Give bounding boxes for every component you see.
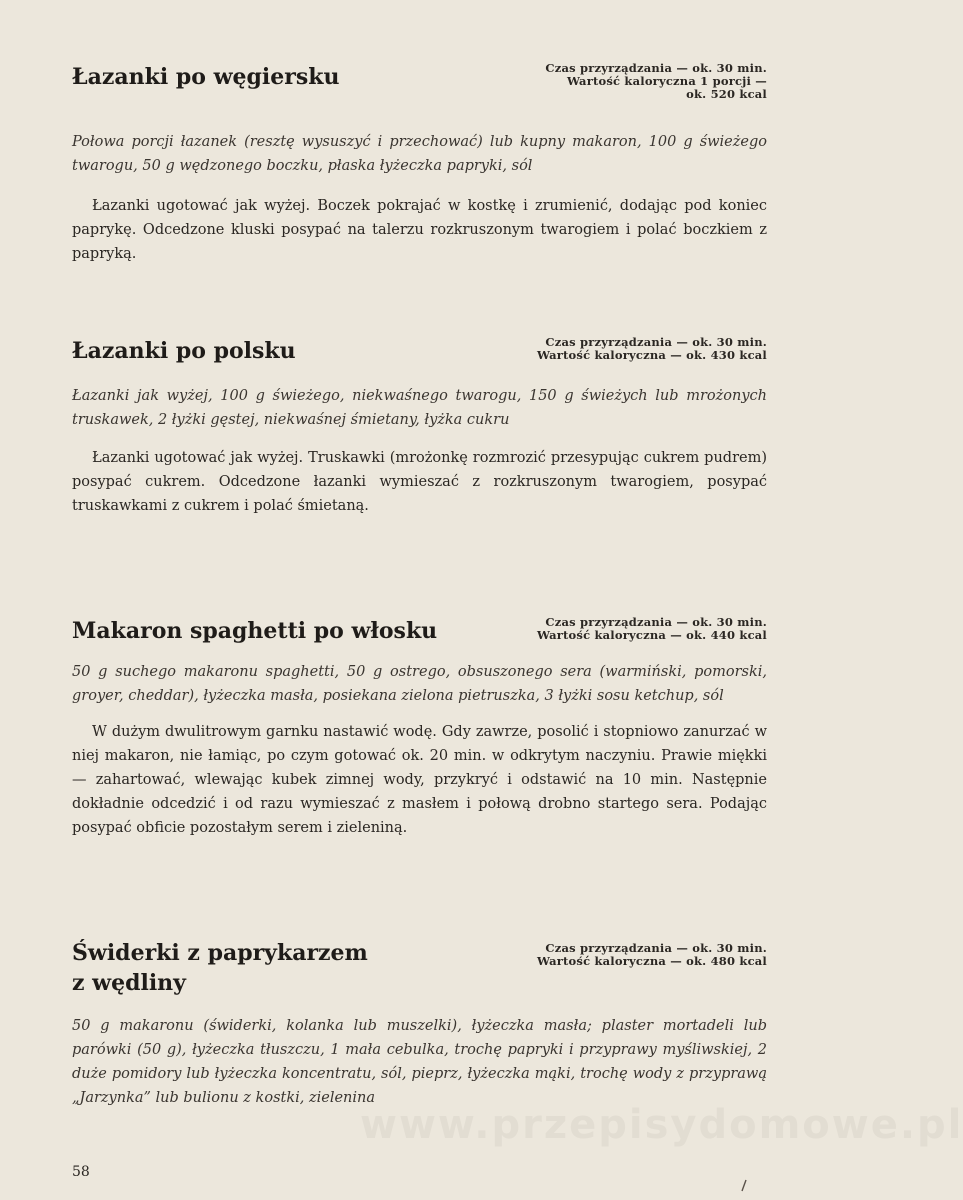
recipe-title: Łazanki po polsku xyxy=(72,338,296,364)
recipe-swiderki-z-paprykarzem xyxy=(72,938,767,1110)
recipe-title-line-2: z wędliny xyxy=(72,970,186,996)
page-number: 58 xyxy=(72,1164,90,1180)
calories-value: ok. 520 kcal xyxy=(686,87,767,101)
recipe-makaron-spaghetti-po-wlosku xyxy=(72,614,767,840)
calories-label: Wartość kaloryczna 1 porcji — xyxy=(566,74,767,88)
recipe-ingredients: 50 g makaronu (świderki, kolanka lub muszelki), łyżeczka masła; plaster mortadeli lub parówki (50 g), łyżeczka tłuszczu, 1 mała cebulka, trochę papryki i przyprawy myśliwskiej, 2 duże pomidory lub łyżeczka koncentratu, sól, pieprz, łyżeczka mąki, trochę wody z przyprawą „Jarzynka” lub bulionu z kostki, zielenina xyxy=(72,1018,767,1106)
recipe-instructions: W dużym dwulitrowym garnku nastawić wodę. Gdy zawrze, posolić i stopniowo zanurzać w niej makaron, nie łamiąc, po czym gotować ok. 20 min. w odkrytym naczyniu. Prawie miękki — zahartować, wlewając kubek zimnej wody, przykryć i odstawić na 10 min. Następnie dokładnie odcedzić i od razu wymieszać z masłem i połową drobno startego sera. Podając posypać obficie pozostałym serem i zieleniną. xyxy=(72,724,767,836)
recipe-header xyxy=(72,62,767,130)
prep-time: Czas przyrządzania — ok. 30 min. xyxy=(545,615,767,629)
prep-time: Czas przyrządzania — ok. 30 min. xyxy=(545,335,767,349)
watermark: www.przepisydomowe.pl xyxy=(360,1102,963,1148)
recipe-ingredients: Łazanki jak wyżej, 100 g świeżego, niekwaśnego twarogu, 150 g świeżych lub mrożonych truskawek, 2 łyżki gęstej, niekwaśnej śmietany, łyżka cukru xyxy=(72,388,767,428)
recipe-ingredients: Połowa porcji łazanek (resztę wysuszyć i przechować) lub kupny makaron, 100 g świeżego twarogu, 50 g wędzonego boczku, płaska łyżeczka papryki, sól xyxy=(72,134,767,174)
recipe-header xyxy=(72,334,767,384)
recipe-meta xyxy=(537,336,767,362)
recipe-title: Łazanki po węgiersku xyxy=(72,64,340,90)
calories: Wartość kaloryczna — ok. 440 kcal xyxy=(537,628,767,642)
prep-time: Czas przyrządzania — ok. 30 min. xyxy=(545,941,767,955)
recipe-ingredients: 50 g suchego makaronu spaghetti, 50 g ostrego, obsuszonego sera (warmiński, pomorski, groyer, cheddar), łyżeczka masła, posiekana zielona pietruszka, 3 łyżki sosu ketchup, sól xyxy=(72,664,767,704)
recipe-lazanki-po-polsku xyxy=(72,334,767,518)
calories: Wartość kaloryczna — ok. 480 kcal xyxy=(537,954,767,968)
recipe-title-line-1: Świderki z paprykarzem xyxy=(72,940,368,966)
calories: Wartość kaloryczna — ok. 430 kcal xyxy=(537,348,767,362)
recipe-header xyxy=(72,614,767,660)
pencil-mark-icon xyxy=(740,1178,748,1192)
recipe-header xyxy=(72,938,767,1014)
recipe-title xyxy=(72,938,368,998)
recipe-meta xyxy=(537,942,767,968)
recipe-lazanki-po-wegiersku xyxy=(72,62,767,266)
recipe-title: Makaron spaghetti po włosku xyxy=(72,618,438,644)
recipe-meta xyxy=(537,616,767,642)
recipe-instructions: Łazanki ugotować jak wyżej. Boczek pokrajać w kostkę i zrumienić, dodając pod koniec paprykę. Odcedzone kluski posypać na talerzu rozkruszonym twarogiem i polać boczkiem z papryką. xyxy=(72,198,767,262)
recipe-instructions: Łazanki ugotować jak wyżej. Truskawki (mrożonkę rozmrozić przesypując cukrem pudrem) posypać cukrem. Odcedzone łazanki wymieszać z rozkruszonym twarogiem, posypać truskawkami z cukrem i polać śmietaną. xyxy=(72,450,767,514)
recipe-meta xyxy=(545,62,767,101)
prep-time: Czas przyrządzania — ok. 30 min. xyxy=(545,61,767,75)
